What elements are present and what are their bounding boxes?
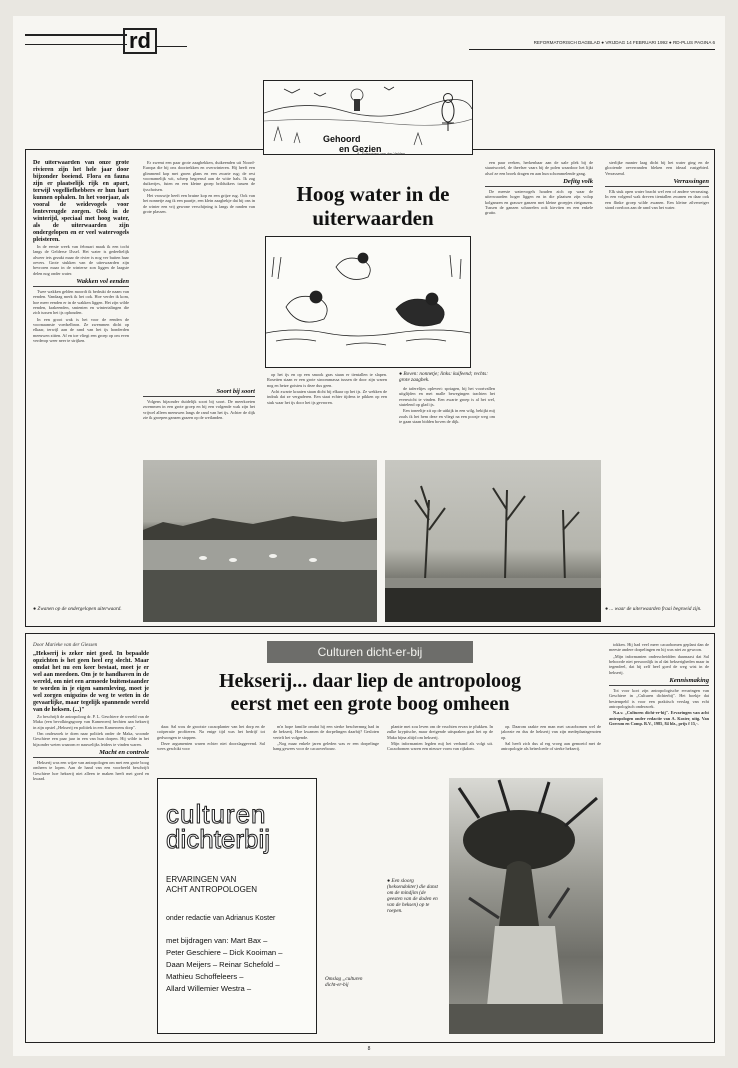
rubric-title-line1: Gehoord — [323, 134, 361, 144]
caption-book: Omslag „culturen dicht-er-bij — [325, 976, 363, 988]
section1-column-1 — [33, 160, 129, 570]
subhead-verrassingen: Verrassingen — [605, 178, 709, 187]
book-cover — [157, 778, 317, 1034]
paragraph: Zo beschrijft de antropoloog dr. P. L. Geschiere de wereld van de Maka (een bevolkingsgroep van Kameroen) hechten aan hekserij in zijn opstel „Hekserij en politiek in een Kameroens dorp". — [33, 714, 149, 730]
paragraph: „Mijn informanten onderscheidden daarnaast dat Sal behoorde niet persoonlijk in al dat hekserigheden maar in tegendeel, dat hij zelf heel goed de weg wist in de hekserij. — [609, 653, 709, 675]
page-number: 8 — [367, 1046, 371, 1052]
book-editor: onder redactie van Adrianus Koster — [166, 915, 276, 922]
paragraph: tokken. Hij had veel meer cacaobomen geplant dan de meeste andere dorpelingen en hij was niet zo gewoon. — [609, 642, 709, 653]
contributor-line: Peter Geschiere – Dick Kooiman – — [166, 948, 283, 957]
section1-headline-line1: Hoog water in de — [296, 182, 450, 206]
section2-column-3 — [273, 724, 379, 772]
caption-dance: ● Een sloorg (heksendokter) die danst om de mindjim (de geesten van de doden en van de heksen) op te roepen. — [387, 878, 438, 914]
subhead-soort: Soort bij soort — [143, 388, 255, 397]
paragraph: In een groot wak is het voor de eenden de voornaamste voedselbron. Ze zwemmen dicht op elkaar, terwijl aan de rand van het ijs honderden meeuwen zitten. Af en toe vliegt een groep op om even verderop weer neer te strijken. — [33, 316, 129, 344]
paragraph: daar. Sal wou de grootste cacaoplanter van het dorp en de coöperatie profiteren. Na enige tijd was het bedrijf tot gedwongen te stoppen. — [157, 724, 265, 740]
masthead-rule-left-2 — [25, 44, 127, 45]
paragraph: een paar reeken, herkenbaar aan de uale plek bij de staartwortel, de theelser vaars bij de polen waardoor het lijkt alsof ze een broek dragen en aan hun schommelende gang. — [485, 160, 593, 176]
photo-swans-floodplain — [143, 460, 377, 622]
caption-swans: ● Zwanen op de ondergelopen uiterwaard. — [33, 606, 122, 612]
paragraph: Het vrouwtje heeft een bruine kop en een grijze rug. Ook van het nonnetje zag ik een paartje, een klein zaagbekje dat bij ons in de winter een vrij gewone verschijning is langs de randen van grote plassen. — [143, 193, 255, 215]
book-subtitle-line2: ACHT ANTROPOLOGEN — [166, 885, 257, 894]
paragraph: op. Daarom raakte een man met cacaobomen wel de jaloezie en dus de hekserij van zijn medeplaatsgenoten op. — [501, 724, 601, 740]
paragraph: m'n hope familie omdat hij een sterke beschermng had in de hekserij. Hoe kwamen de dorpelingen daarbij? Gesloten vertelt het volgende. — [273, 724, 379, 740]
paragraph: Er zwemt een paar grote zaagbekken, duikeenden uit Noord-Europa die bij ons doortrekken en overwinteren. Hij heeft een glimmend kop met groen glans en een zwarte rug; de rest voornamelijk wit, scherp begrensd aan de witte hals. Ik zag duikertjes, futen en een kleine groep brilduikers tussen de ijsschotsen. — [143, 160, 255, 192]
paragraph: op het ijs en op een smook gras staan er tientallen te slapen. Rosetten staan er een grote stroommassa tussen de door zijn waren nog en hetze goisteu is deze dus geen. — [267, 372, 387, 388]
section1-column-2b — [143, 386, 255, 448]
section2-column-6 — [609, 642, 709, 1034]
photo-dancer — [449, 778, 603, 1034]
subhead-defitg: Defitg volk — [485, 178, 593, 187]
book-title-line2: dichterbij — [166, 824, 271, 854]
section1-column-4 — [399, 386, 495, 448]
section1-headline-line2: uiterwaarden — [312, 206, 434, 230]
book-contributors — [166, 935, 283, 995]
masthead-rule-left — [25, 34, 127, 36]
contributor-line: Allard Willemier Westra – — [166, 984, 252, 993]
paragraph: Deze argumenten waren echter niet doorslaggevend. Sal wees geschikt voor — [157, 741, 265, 752]
subhead-wakken: Wakken vol eenden — [33, 278, 129, 287]
section1-column-5 — [485, 160, 593, 450]
paragraph: Tot voor kort zijn antropologische ervaringen van Geschiere in „Culturen dichterbij". Het boekje dat bestempeld is voor een praktisch verslag van echt antropologisch onderzoek. — [609, 688, 709, 710]
masthead-rule-small — [157, 46, 187, 47]
section2-headline-line1: Hekserij... daar liep de antropoloog — [218, 670, 522, 692]
paragraph: de taferelijes oplevert: spriagen, bij het voortvallen uitglijden en met malle bewegingen trachten het evenwicht te vinden. Een zwarte groep is al het wel, stutelend op glad ijs. — [399, 386, 495, 408]
book-title-line1: culturen — [166, 799, 267, 829]
section1-column-2 — [143, 160, 255, 392]
paragraph: Hekserij was een wijze van antropologen om met een grote boog omheen te lopen. Aan de hand van een voorbeeld beschrijft Geschiere hoe hekserij niet alleen te maken heeft met goed en kwaad. — [33, 760, 149, 782]
section2-column-2 — [157, 724, 265, 772]
section2-lead: „Hekserij is zeker niet goed. In bepaalde opzichten is het geen heel erg slecht. Maar omdat het nu een keer bestaat, moet je er wel aan meedoen. Om je te handhaven in de wereld, om niet een armoede buitenstaander te worden in je eigen samenleving, moet je wel zorgen enigszins de weg te weten in de gevaarlijke, maar tegelijk spannende wereld van de heksen. (...)" — [33, 651, 149, 713]
masthead-rule-right — [469, 49, 715, 50]
paragraph: Volgens bijzonder duidelijk soort bij soort. De meerkoeten zwemmen in een grote groep en bij een volgende wak zijn het vrijwel alleen meeuwen langs de rand van het ijs. Achter de dijk zie ik groepen ganzen grazen op de weilanden. — [143, 399, 255, 421]
paragraph: Sal heeft zich dus al erg vroeg aan gemoeid met de antropologie als beïnvloede of sterke hekserij. — [501, 741, 601, 752]
section2-headline-line2: eerst met een grote boog omheen — [230, 693, 510, 715]
book-reference: N.a.v. „Culturen dicht-er-bij". Ervaringen van acht antropologen onder redactie van A. Koster, uitg. Van Gorcum en Comp. B.V., 1985, 84 blz., prijs f 15,-. — [609, 710, 709, 727]
subhead-kennismaking: Kennismaking — [609, 677, 709, 686]
paragraph: In de eerste week van februari maak ik een tocht langs de Gelderse IJssel. Het water is gedeeltelijk alweer iets gezakt maar de rivier is nog ver buiten haar oevers. Grote stukken van de uiterwaarden zijn bevroren maar in de winterse zon liggen de laagste delen nog onder water. — [33, 244, 129, 276]
paragraph: Twee wakken gelden moordt ik bedrukt de naam van eenden. Vandaag merk ik het ook. Hoe verder ik kom, hoe meer eenden er in de wakken liggen. Het zijn wilde eenden, krakeenden, smienten en wintertalingen die zich tussen het ijs ophouden. — [33, 289, 129, 316]
photo-flooded-trees — [385, 460, 601, 622]
paragraph: „Nog maar enkele jaren geleden was er een dorpelinge hang gewees voor de cacaoverbouw. — [273, 741, 379, 752]
book-subtitle-line1: ERVARINGEN VAN — [166, 875, 237, 884]
paragraph: plantte met zou leven om de vruchten ervan te plukken. In zulke kryptische, maar dreigende uitspraken gaat het op de Maka bijna altijd om hekserij. — [387, 724, 493, 740]
paragraph: Om onderzoek te doen naar politiek onder de Maka, woonde Geschiere een paar jaar in een van hun dorpen. Hij wilde in het bijzonder weten waarom er nauwelijks leiders te vinden waren. — [33, 731, 149, 747]
caption-ducks: ● Boven: nonnetje; links: kuifeend; rechts: grote zaagbek. — [399, 371, 488, 383]
section2-column-5 — [501, 724, 601, 772]
subhead-macht: Macht en controle — [33, 749, 149, 758]
section1-lead: De uiterwaarden van onze grote rivieren zijn het hele jaar door bijzonder boeiend. Flora en fauna zijn er plaatselijk rijk en apart, terwijl vogelliefhebbers er hun hart kunnen ophalen. In het voorjaar, als vooral de weidevogels voor lentevreugde zorgen. Ook in de winterijd, speciaal met hoog water, als de uiterwaarden zijn ondergelopen en er veel watervogels pleisteren. — [33, 160, 129, 243]
paragraph: sterlijke manier laag dicht bij het water ging en de glooiende oeverranden bleken een ideaal rustgebied. Verrassend. — [605, 160, 709, 176]
contributor-line: Daan Meijers – Reinar Schefold – — [166, 960, 280, 969]
paragraph: De meeste watervogels houden zich op waar de uiterwaarden hoger liggen en in die plaatsen zijn volop kolganzen en grauwe ganzen met kleine groepjes rietganzen. Tussen de ganzen scharrelen ook kieviten en een enkele grutto. — [485, 189, 593, 216]
byline: Door Marieke van der Giessen — [33, 642, 98, 648]
section1-column-3 — [267, 372, 387, 448]
rd-logo: rd — [123, 28, 157, 54]
contributor-line: met bijdragen van: Mart Bax – — [166, 936, 268, 945]
paragraph: Een toneeltje zit op de uitkijk in een wilg, bekijkt mij zoals ik het hem deze en vliegt na een poosje weg om te gaan staan bidden boven de dijk. — [399, 408, 495, 425]
section2-column-1 — [33, 642, 149, 1034]
contributor-line: Mathieu Schoffeleers – — [166, 972, 244, 981]
rubric-title-line2: en Gezien — [339, 144, 382, 154]
section2-column-4 — [387, 724, 493, 772]
paragraph: Acht zwarte kraaien staan dicht bij elkaar op het ijs. Ze wekken de indruk dat ze vergaderen. Een staat echter tijdens te pikken op een stuk waar het ijs door het ijs gevroren. — [267, 389, 387, 405]
masthead-meta: REFORMATORISCH DAGBLAD ● VRIJDAG 14 FEBRUARI 1992 ● RD-PLUS PAGINA 6 — [533, 40, 715, 45]
paragraph: Mijn informanten legden mij het verband als volgt uit. Cacaobomen waren een nieuwe vorm van rijkdom. — [387, 741, 493, 752]
section1-column-6 — [605, 160, 709, 600]
rubric-author: A. Schoonen van der Velden — [357, 152, 406, 156]
newspaper-page — [13, 16, 725, 1056]
section2-banner: Culturen dicht-er-bij — [267, 641, 473, 663]
caption-overgrown: ● ... waar de uiterwaarden fraai begroeid zijn. — [605, 606, 702, 612]
paragraph: Elk stuk open water bracht wel een of andere verrassing. In een volgend wak dreven tientallen zwanen en daar ook een flinke groep wilde zwanen. Een kleine zilverreiger stond roerloos aan de rand van het water. — [605, 189, 709, 211]
ducks-illustration — [265, 236, 471, 368]
